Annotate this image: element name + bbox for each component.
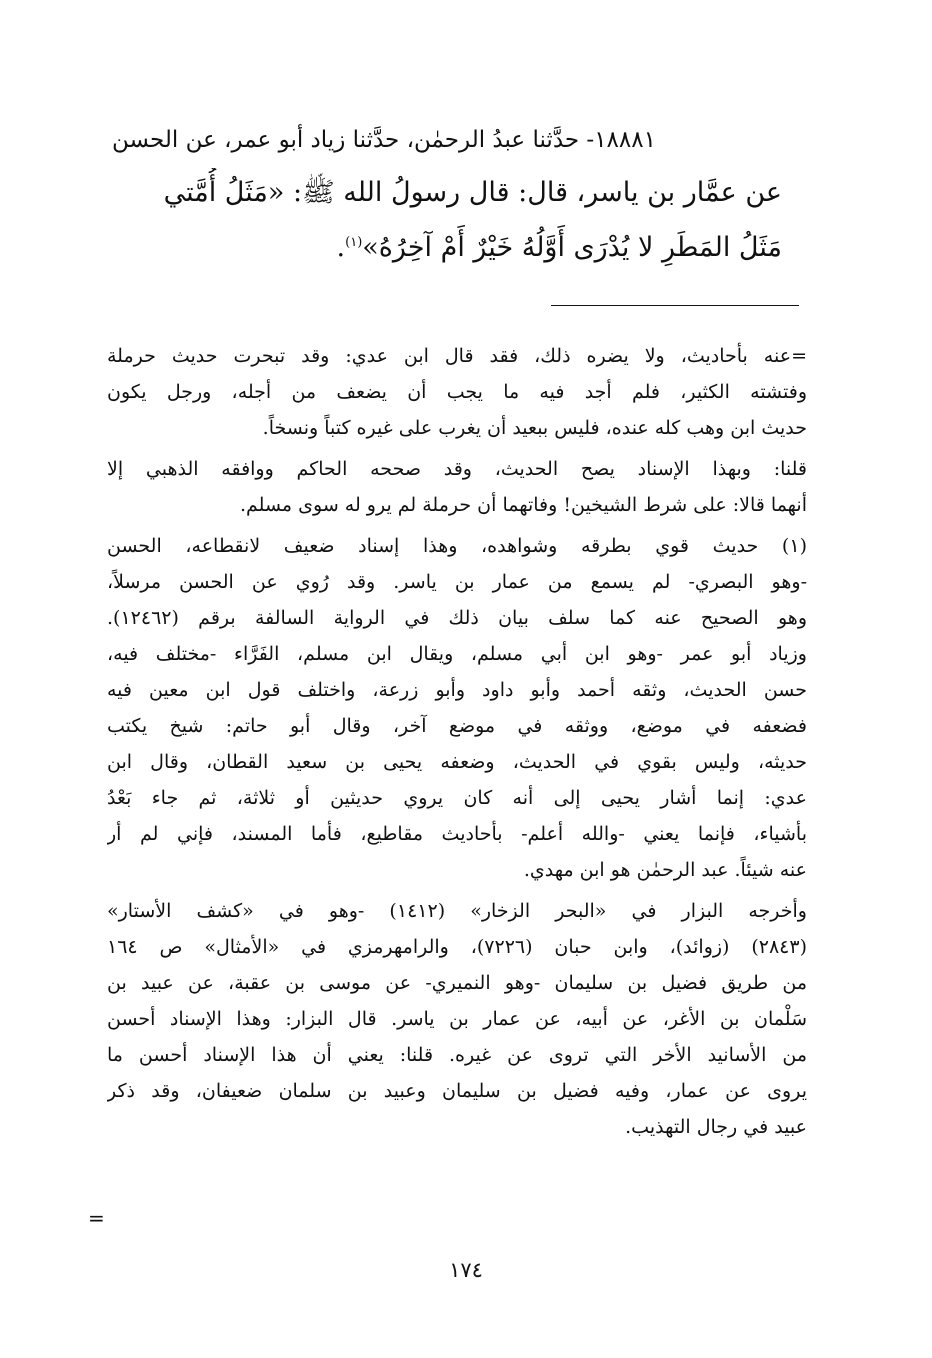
footnote-line: حسن الحديث، وثقه أحمد وأبو داود وأبو زرعة، واختلف قول ابن معين فيه	[107, 679, 807, 701]
footnote-line: وفتشته الكثير، فلم أجد فيه ما يجب أن يضعف من أجله، ورجل يكون	[107, 381, 807, 403]
hadith-isnad: ١٨٨٨١- حدَّثنا عبدُ الرحمٰن، حدَّثنا زياد أبو عمر، عن الحسن	[112, 127, 656, 153]
footnote-separator	[551, 305, 799, 306]
footnote-line: وهو الصحيح عنه كما سلف بيان ذلك في الرواية السالفة برقم (١٢٤٦٢).	[107, 607, 807, 629]
hadith-text	[112, 112, 782, 273]
page-number: ١٧٤	[449, 1258, 483, 1282]
footnote-line: أنهما قالا: على شرط الشيخين! وفاتهما أن حرملة لم يرو له سوى مسلم.	[239, 494, 807, 516]
footnote-line: وزياد أبو عمر -وهو ابن أبي مسلم، ويقال ابن مسلم، الفَرَّاء -مختلف فيه،	[107, 643, 807, 665]
footnotes	[107, 338, 807, 1145]
hadith-matn-line-1: عن عمَّار بن ياسر، قال: قال رسولُ الله ﷺ: «مَثَلُ أُمَّتي	[163, 177, 782, 208]
hadith-matn-line-2	[112, 218, 782, 273]
footnote-line: من الأسانيد الأخر التي تروى عن غيره. قلنا: يعني أن هذا الإسناد أحسن ما	[107, 1044, 807, 1066]
footnote-line: عنه شيئاً. عبد الرحمٰن هو ابن مهدي.	[523, 859, 807, 881]
continuation-mark: =	[88, 1206, 105, 1230]
editors-comment	[107, 451, 807, 523]
footnote-line: حديثه، وليس بقوي في الحديث، وضعفه يحيى بن سعيد القطان، وقال ابن	[107, 751, 807, 773]
takhrij-paragraph	[107, 893, 807, 1145]
footnote-line: وأخرجه البزار في «البحر الزخار» (١٤١٢) -وهو في «كشف الأستار»	[107, 900, 807, 922]
footnote-line: من طريق فضيل بن سليمان -وهو النميري- عن موسى بن عقبة، عن عبيد بن	[107, 972, 807, 994]
footnote-line: سَلْمان بن الأغر، عن أبيه، عن عمار بن ياسر. قال البزار: وهذا الإسناد أحسن	[107, 1008, 807, 1030]
footnote-line: حديث ابن وهب كله عنده، فليس ببعيد أن يغرب على غيره كتباً ونسخاً.	[262, 417, 807, 439]
footnote-line: -وهو البصري- لم يسمع من عمار بن ياسر. وقد رُوي عن الحسن مرسلاً،	[107, 571, 807, 593]
hadith-matn-line-2-text: مَثَلُ المَطَرِ لا يُدْرَى أَوَّلُهُ خَيْرٌ أَمْ آخِرُهُ»	[362, 232, 782, 263]
footnote-line: (١) حديث قوي بطرقه وشواهده، وهذا إسناد ضعيف لانقطاعه، الحسن	[107, 535, 807, 557]
footnote-reference: (١)	[345, 235, 363, 250]
footnote-line: بأشياء، فإنما يعني -والله أعلم- بأحاديث مقاطيع، فأما المسند، فإني لم أر	[107, 823, 807, 845]
footnote-1	[107, 528, 807, 888]
footnote-line: عبيد في رجال التهذيب.	[625, 1116, 807, 1138]
hadith-final-period: .	[336, 232, 346, 263]
footnote-line: فضعفه في موضع، ووثقه في موضع آخر، وقال أبو حاتم: شيخ يكتب	[107, 715, 807, 737]
footnote-line: (٢٨٤٣) (زوائد)، وابن حبان (٧٢٢٦)، والرامهرمزي في «الأمثال» ص ١٦٤	[107, 936, 807, 958]
footnote-line: عدي: إنما أشار يحيى إلى أنه كان يروي حديثين أو ثلاثة، ثم جاء بَعْدُ	[107, 787, 807, 809]
footnote-line: =عنه بأحاديث، ولا يضره ذلك، فقد قال ابن عدي: وقد تبحرت حديث حرملة	[107, 345, 807, 367]
footnote-line: قلنا: وبهذا الإسناد يصح الحديث، وقد صححه الحاكم ووافقه الذهبي إلا	[107, 458, 807, 480]
previous-footnote-continuation	[107, 338, 807, 446]
footnote-line: يروى عن عمار، وفيه فضيل بن سليمان وعبيد بن سلمان ضعيفان، وقد ذكر	[107, 1080, 807, 1102]
